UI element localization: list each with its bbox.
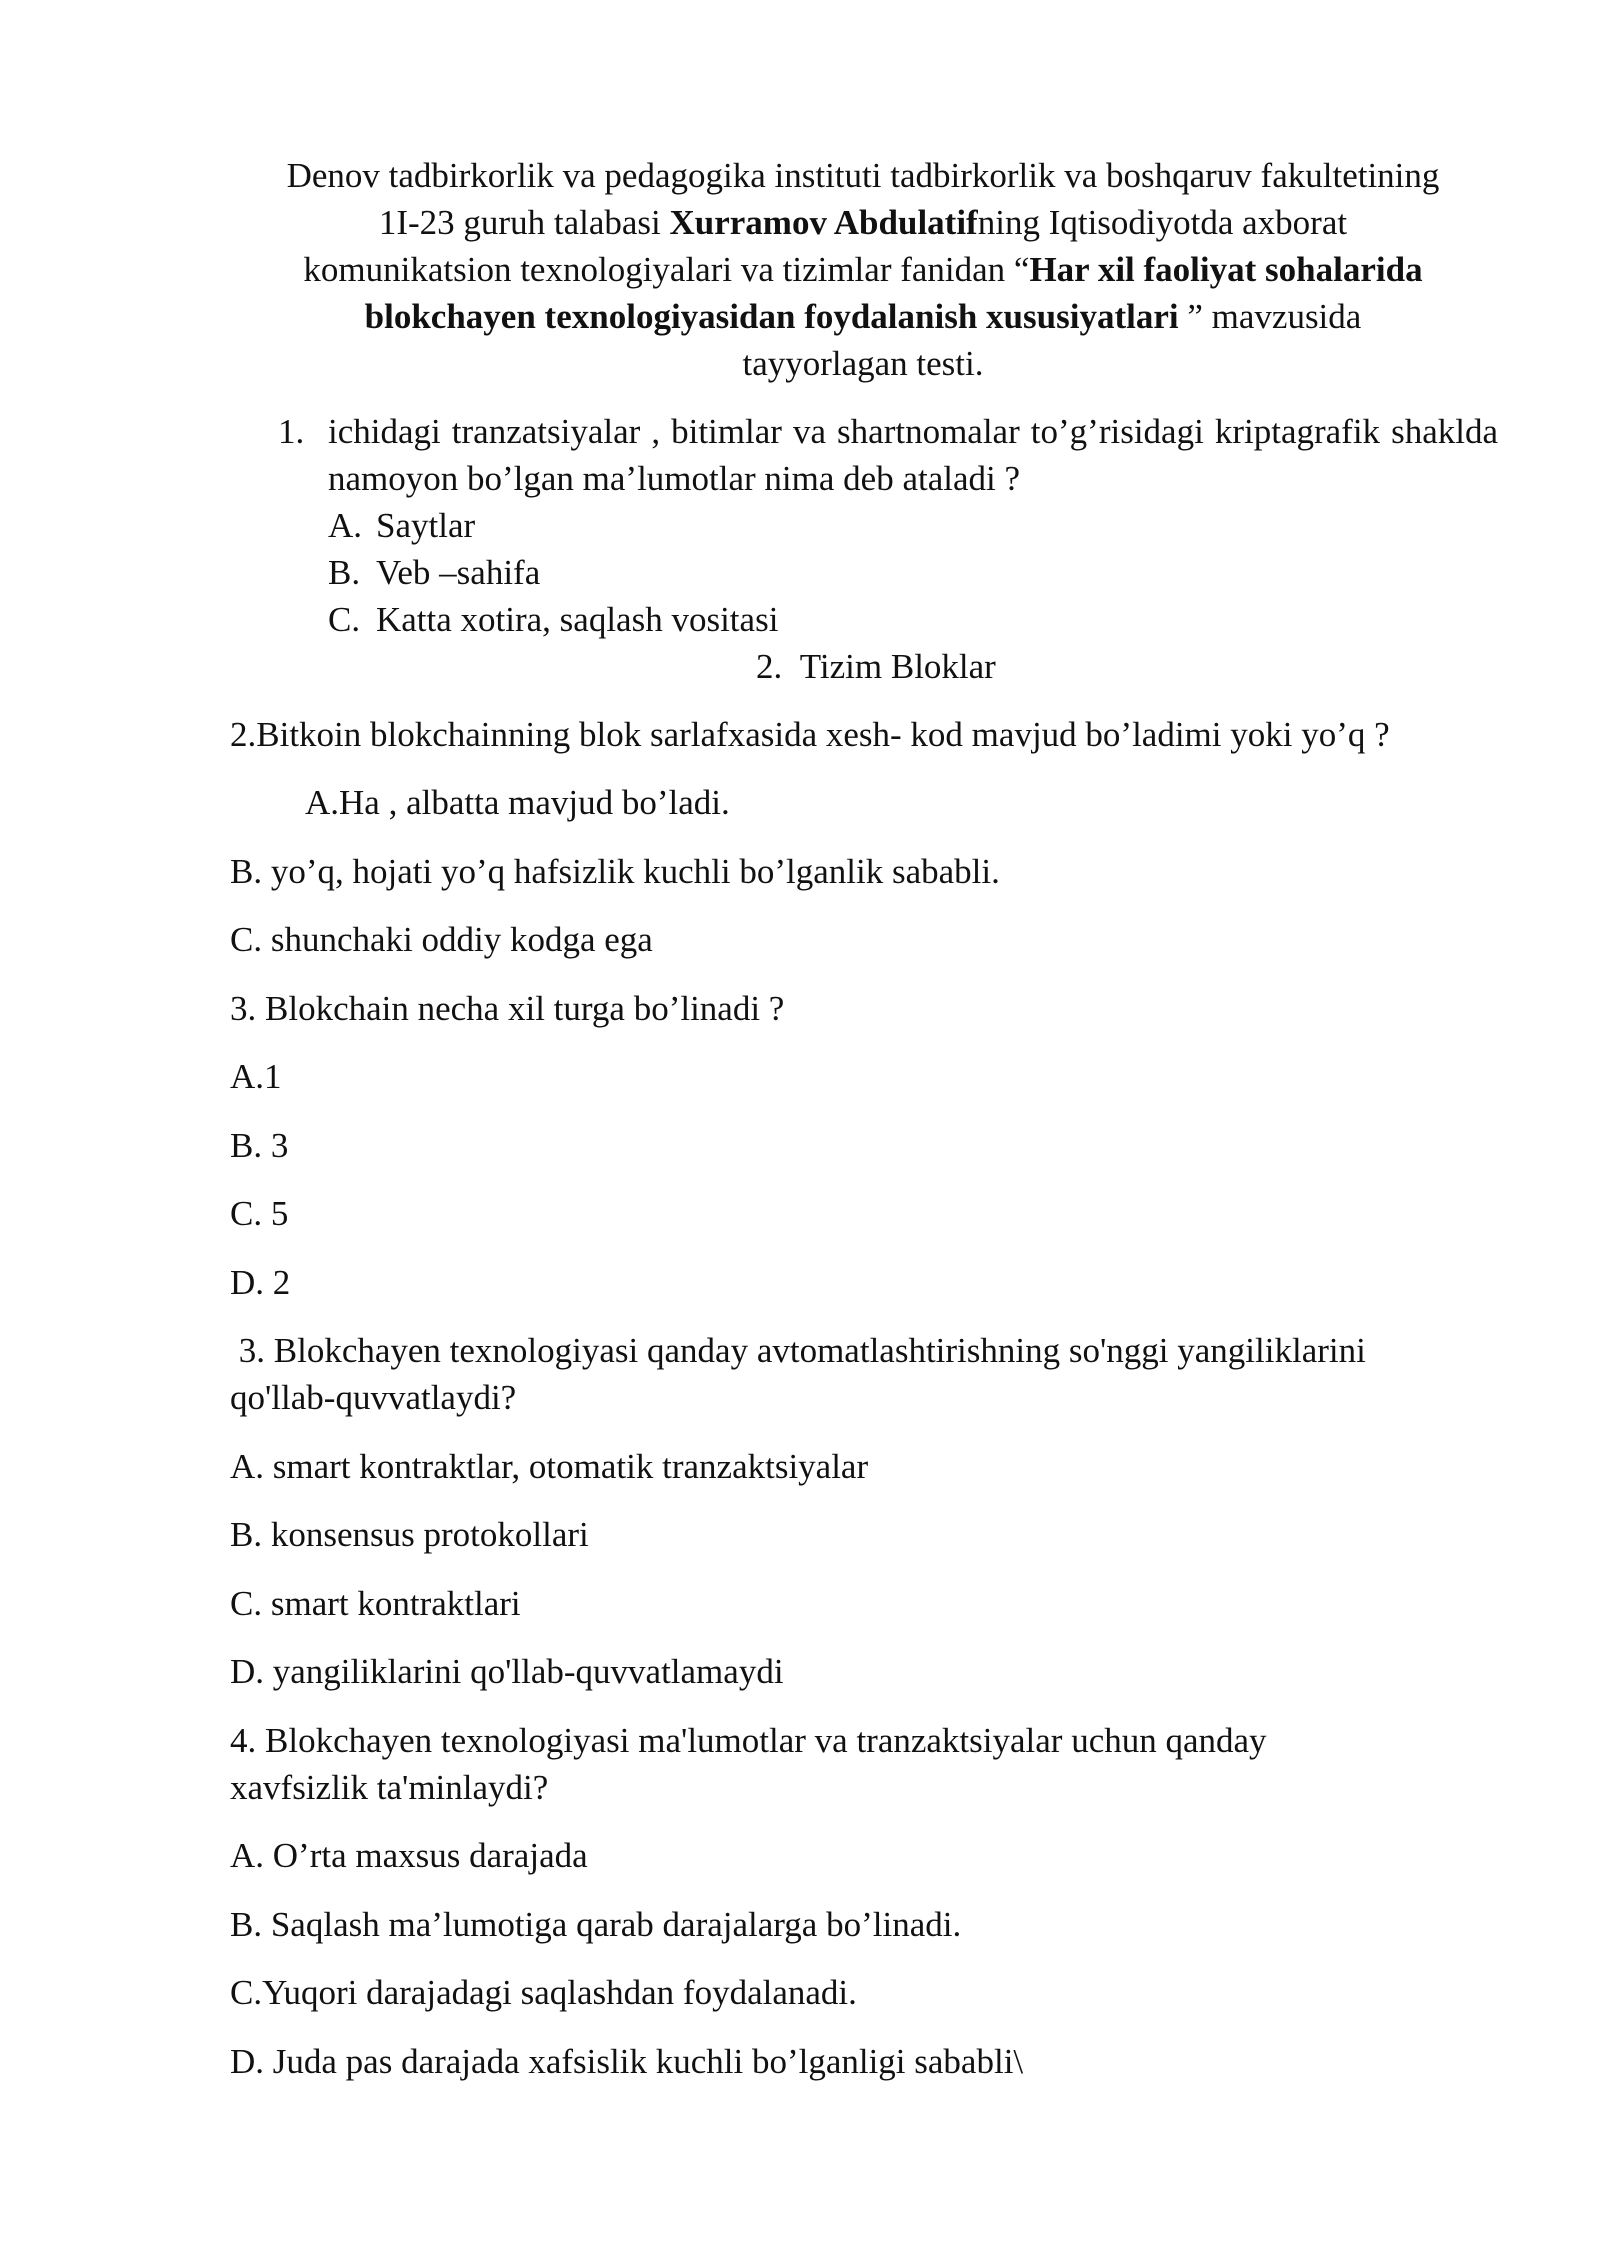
question-3b-option-a: A. smart kontraktlar, otomatik tranzaktsiyalar [230,1447,869,1486]
document-header [228,152,1498,387]
header-line-4-post: ” mavzusida [1178,297,1362,336]
header-line-3-pre: komunikatsion texnologiyalari va tizimlar fanidan “ [303,250,1030,289]
question-3b-text-line-2: qo'llab-quvvatlaydi? [230,1378,517,1417]
option-text: Veb –sahifa [376,553,541,592]
header-line-4 [228,293,1498,340]
question-1-options [328,502,1498,643]
question-2-text: 2.Bitkoin blokchainning blok sarlafxasida xesh- kod mavjud bo’ladimi yoki yo’q ? [230,715,1390,754]
question-1-option-b [328,549,1498,596]
option-text: Saytlar [376,506,476,545]
question-3-text: 3. Blokchain necha xil turga bo’linadi ? [230,989,785,1028]
header-line-5: tayyorlagan testi. [742,344,984,383]
question-4-option-c: C.Yuqori darajadagi saqlashdan foydalanadi. [230,1973,857,2012]
question-4-text-line-2: xavfsizlik ta'minlaydi? [230,1768,549,1807]
question-4-option-d: D. Juda pas darajada xafsislik kuchli bo’lganligi sababli\ [230,2042,1024,2081]
question-3-option-b: B. 3 [230,1126,289,1165]
question-4-option-a: A. O’rta maxsus darajada [230,1836,588,1875]
question-1-option-c [328,596,1498,643]
question-1-extra-option [756,643,996,690]
question-2-option-c: C. shunchaki oddiy kodga ega [230,920,653,959]
question-3b-text-line-1: 3. Blokchayen texnologiyasi qanday avtomatlashtirishning so'nggi yangiliklarini [230,1331,1366,1370]
option-letter: A. [328,506,363,545]
question-3-option-c: C. 5 [230,1194,289,1233]
question-1 [278,408,1498,643]
student-name: Xurramov Abdulatif [669,203,978,242]
question-1-number: 1. [278,412,305,451]
question-3b-option-b: B. konsensus protokollari [230,1515,589,1554]
header-line-2-post: ning Iqtisodiyotda axborat [977,203,1348,242]
question-4-text-line-1: 4. Blokchayen texnologiyasi ma'lumotlar va tranzaktsiyalar uchun qanday [230,1721,1267,1760]
topic-title-part-1: Har xil faoliyat sohalarida [1029,250,1423,289]
question-3b-option-c: C. smart kontraktlari [230,1584,521,1623]
topic-title-part-2: blokchayen texnologiyasidan foydalanish xususiyatlari [364,297,1179,336]
extra-option-text: Tizim Bloklar [799,647,996,686]
question-3b-option-d: D. yangiliklarini qo'llab-quvvatlamaydi [230,1652,784,1691]
header-line-2 [228,199,1498,246]
option-text: Katta xotira, saqlash vositasi [376,600,779,639]
header-line-3 [228,246,1498,293]
question-1-text: ichidagi tranzatsiyalar , bitimlar va shartnomalar to’g’risidagi kriptagrafik shaklda namoyon bo’lgan ma’lumotlar nima deb ataladi ? [328,412,1498,498]
header-line-1: Denov tadbirkorlik va pedagogika instituti tadbirkorlik va boshqaruv fakultetining [286,156,1440,195]
header-line-2-pre: 1I-23 guruh talabasi [378,203,670,242]
question-4-option-b: B. Saqlash ma’lumotiga qarab darajalarga bo’linadi. [230,1905,962,1944]
question-1-option-a [328,502,1498,549]
question-3-option-a: A.1 [230,1057,282,1096]
option-letter: C. [328,600,361,639]
question-2-option-a: A.Ha , albatta mavjud bo’ladi. [305,783,730,822]
question-2-option-b: B. yo’q, hojati yo’q hafsizlik kuchli bo’lganlik sababli. [230,852,1000,891]
question-3-option-d: D. 2 [230,1263,291,1302]
question-1-text-row [278,408,1498,502]
extra-option-number: 2. [756,647,783,686]
option-letter: B. [328,553,361,592]
